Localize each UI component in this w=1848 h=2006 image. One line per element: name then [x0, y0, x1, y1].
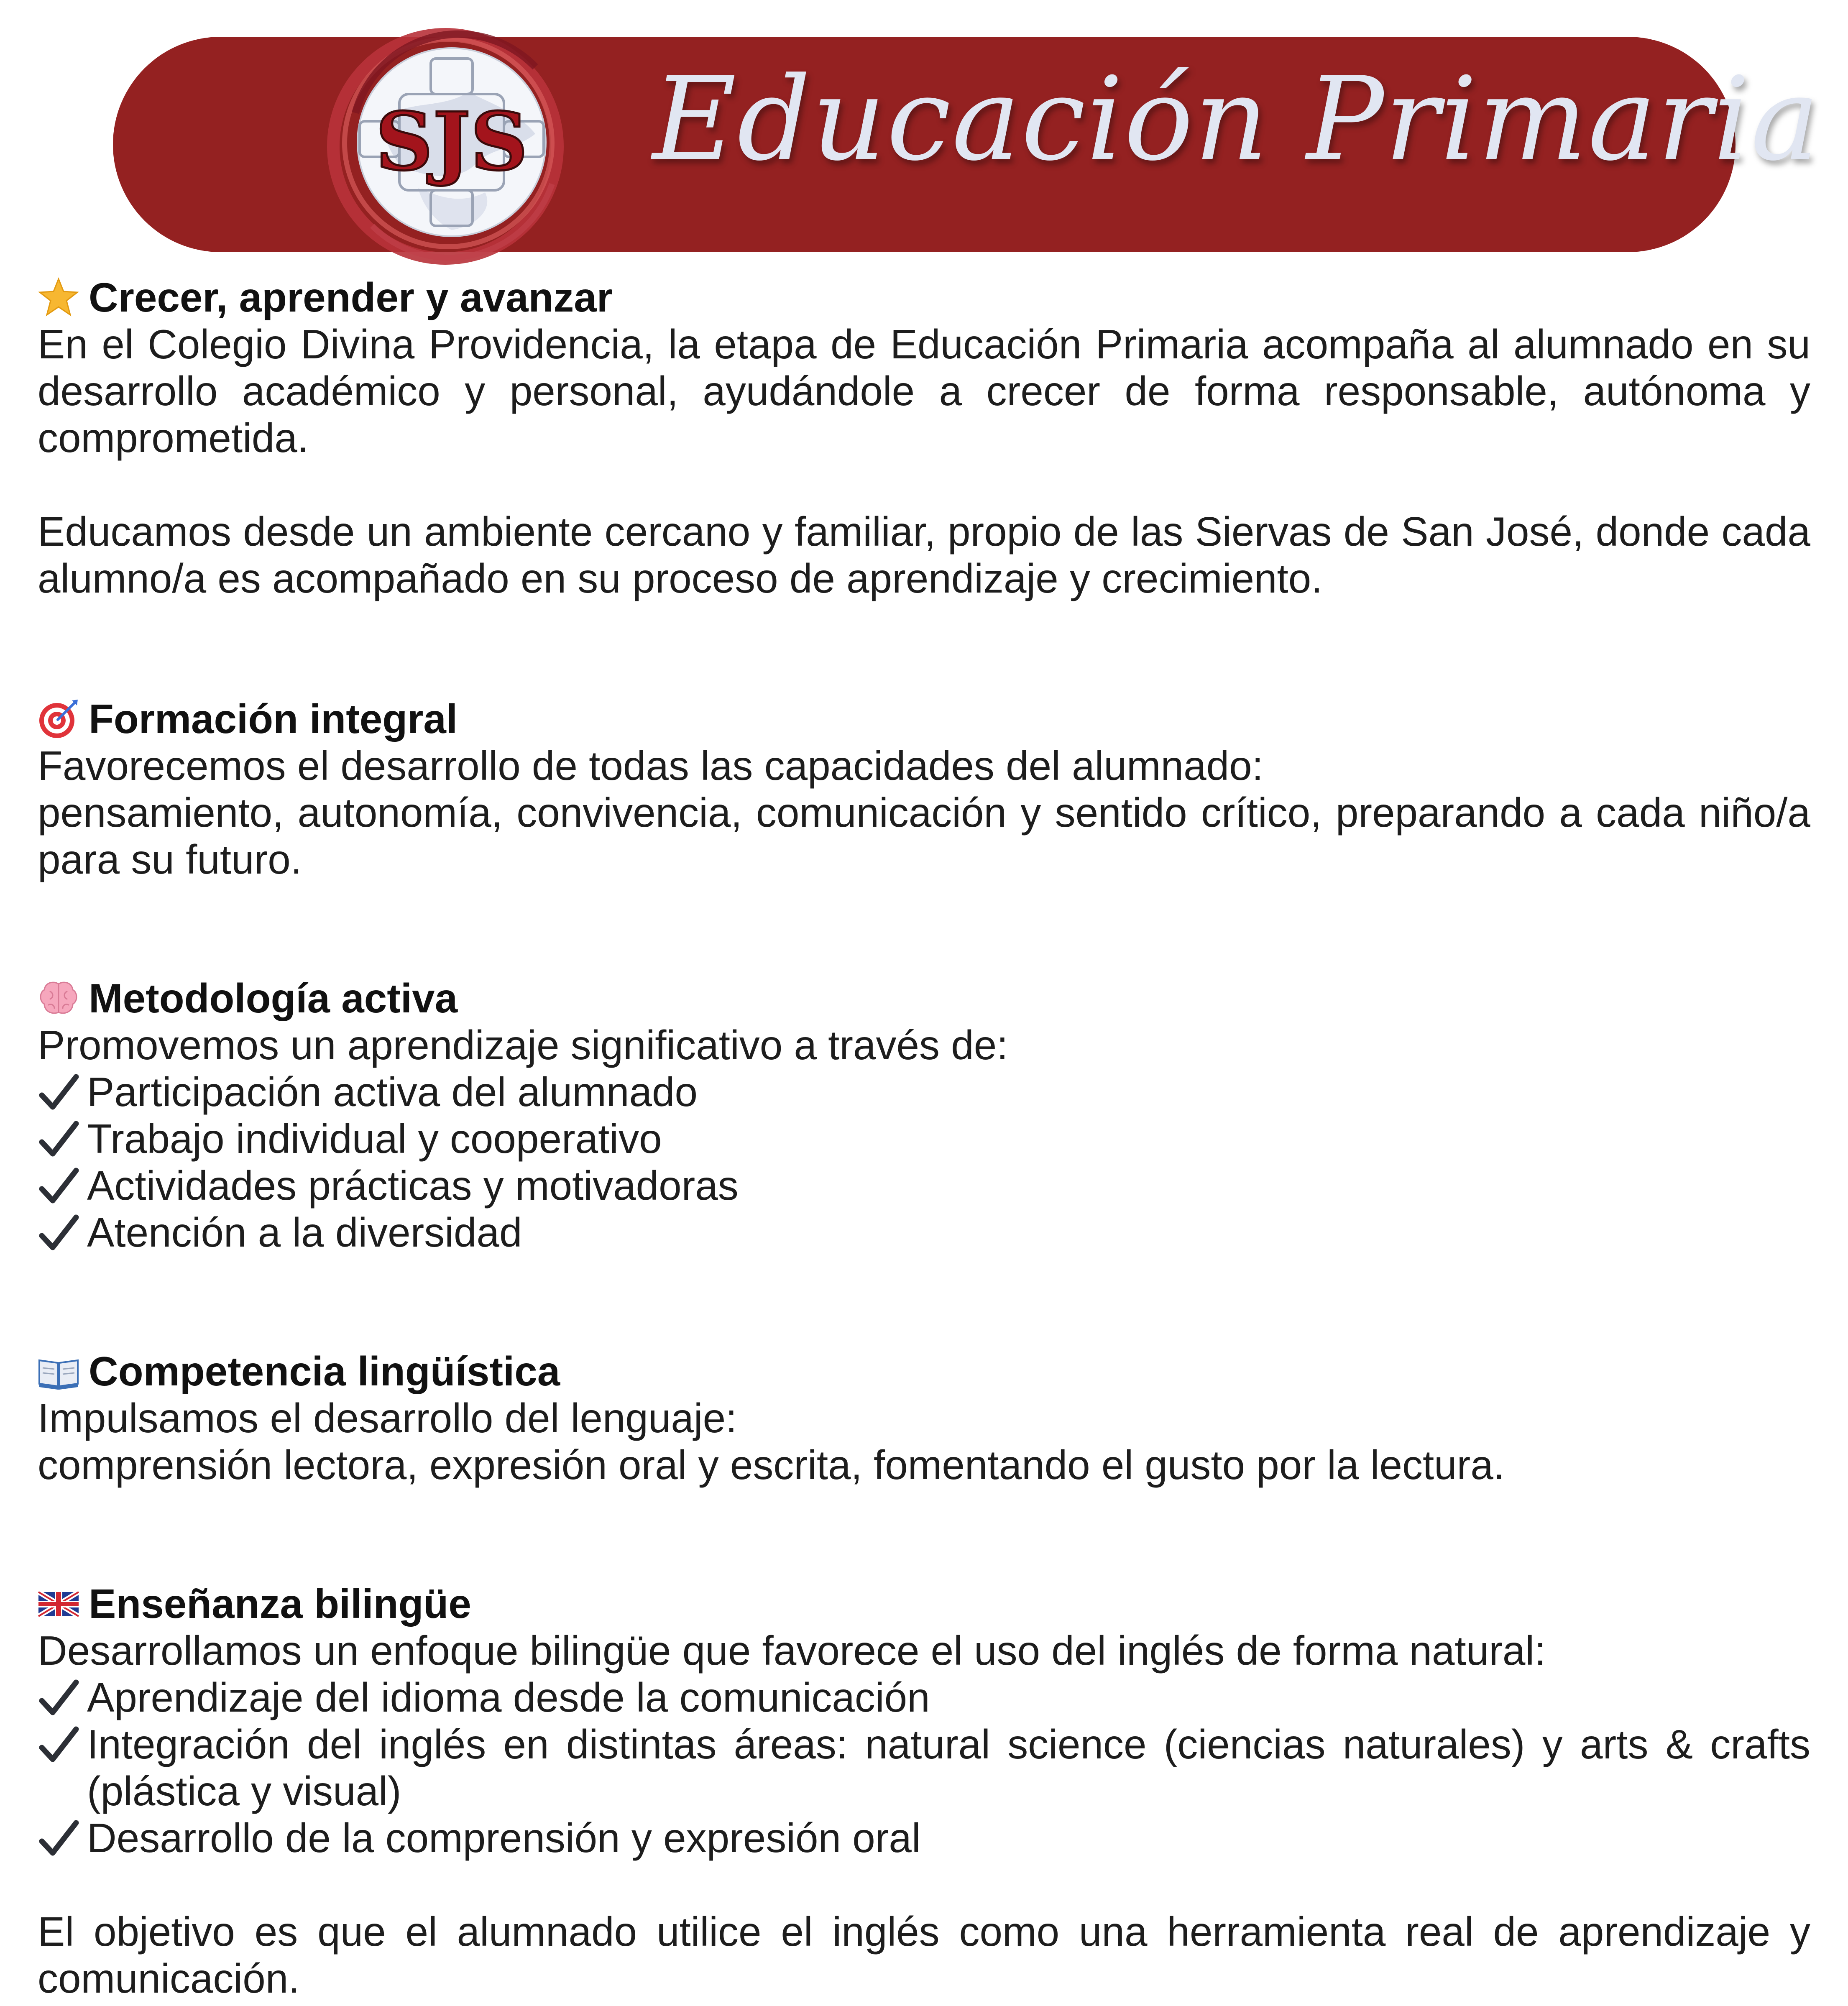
page-title: Educación Primaria — [652, 52, 1820, 186]
list-item-text: Actividades prácticas y motivadoras — [87, 1163, 739, 1209]
paragraph: comprensión lectora, expresión oral y escrita, fomentando el gusto por la lectura. — [38, 1442, 1505, 1488]
section-heading — [38, 975, 1810, 1022]
section-bilingual-teaching — [38, 1580, 1810, 2002]
checkmark-icon — [38, 1674, 79, 1721]
paragraph: En el Colegio Divina Providencia, la etapa de Educación Primaria acompaña al alumnado en su desarrollo académico y personal, ayudándole a crecer de forma responsable, autónoma y comprometida. — [38, 321, 1810, 461]
list-item-text: Desarrollo de la comprensión y expresión oral — [87, 1815, 921, 1861]
section-linguistic-competence — [38, 1348, 1810, 1488]
section-title: Formación integral — [89, 696, 458, 742]
section-title: Competencia lingüística — [89, 1348, 560, 1394]
paragraph: Educamos desde un ambiente cercano y familiar, propio de las Siervas de San José, donde cada alumno/a es acompañado en su proceso de aprendizaje y crecimiento. — [38, 509, 1810, 601]
list-item-text: Trabajo individual y cooperativo — [87, 1116, 662, 1162]
checkmark-icon — [38, 1162, 79, 1209]
paragraph: Desarrollamos un enfoque bilingüe que favorece el uso del inglés de forma natural: — [38, 1628, 1546, 1674]
star-icon — [38, 276, 79, 318]
section-heading — [38, 695, 1810, 742]
list-item-text: Aprendizaje del idioma desde la comunicación — [87, 1674, 930, 1720]
section-title: Crecer, aprender y avanzar — [89, 274, 613, 320]
section-title: Enseñanza bilingüe — [89, 1581, 471, 1627]
section-grow-learn — [38, 274, 1810, 602]
list-item — [38, 1674, 1810, 1721]
section-heading — [38, 274, 1810, 321]
checkmark-icon — [38, 1115, 79, 1162]
paragraph: pensamiento, autonomía, convivencia, comunicación y sentido crítico, preparando a cada niño/a para su futuro. — [38, 790, 1810, 882]
paragraph: Impulsamos el desarrollo del lenguaje: — [38, 1395, 737, 1441]
checkmark-icon — [38, 1068, 79, 1115]
checkmark-icon — [38, 1814, 79, 1861]
uk-flag-icon — [38, 1583, 79, 1625]
open-book-icon — [38, 1350, 79, 1392]
paragraph: Favorecemos el desarrollo de todas las capacidades del alumnado: — [38, 743, 1263, 789]
section-title: Metodología activa — [89, 975, 458, 1021]
checkmark-icon — [38, 1721, 79, 1768]
section-integral-formation — [38, 695, 1810, 883]
school-logo — [318, 8, 577, 280]
list-item — [38, 1162, 1810, 1209]
section-heading — [38, 1580, 1810, 1627]
section-active-methodology — [38, 975, 1810, 1256]
list-item-text: Participación activa del alumnado — [87, 1069, 698, 1115]
list-item — [38, 1115, 1810, 1162]
list-item — [38, 1721, 1810, 1814]
list-item-text: Integración del inglés en distintas áreas: natural science (ciencias naturales) y arts & crafts (plástica y visual) — [87, 1721, 1810, 1814]
main-content — [38, 274, 1810, 2002]
section-heading — [38, 1348, 1810, 1395]
brain-icon — [38, 977, 79, 1019]
list-item — [38, 1068, 1810, 1115]
logo-monogram: SJS — [375, 95, 528, 188]
list-item — [38, 1814, 1810, 1861]
list-item-text: Atención a la diversidad — [87, 1209, 522, 1255]
checkmark-icon — [38, 1209, 79, 1256]
paragraph: Promovemos un aprendizaje significativo a través de: — [38, 1022, 1008, 1068]
target-icon — [38, 698, 79, 740]
list-item — [38, 1209, 1810, 1256]
paragraph: El objetivo es que el alumnado utilice el inglés como una herramienta real de aprendizaje y comunicación. — [38, 1909, 1810, 2001]
